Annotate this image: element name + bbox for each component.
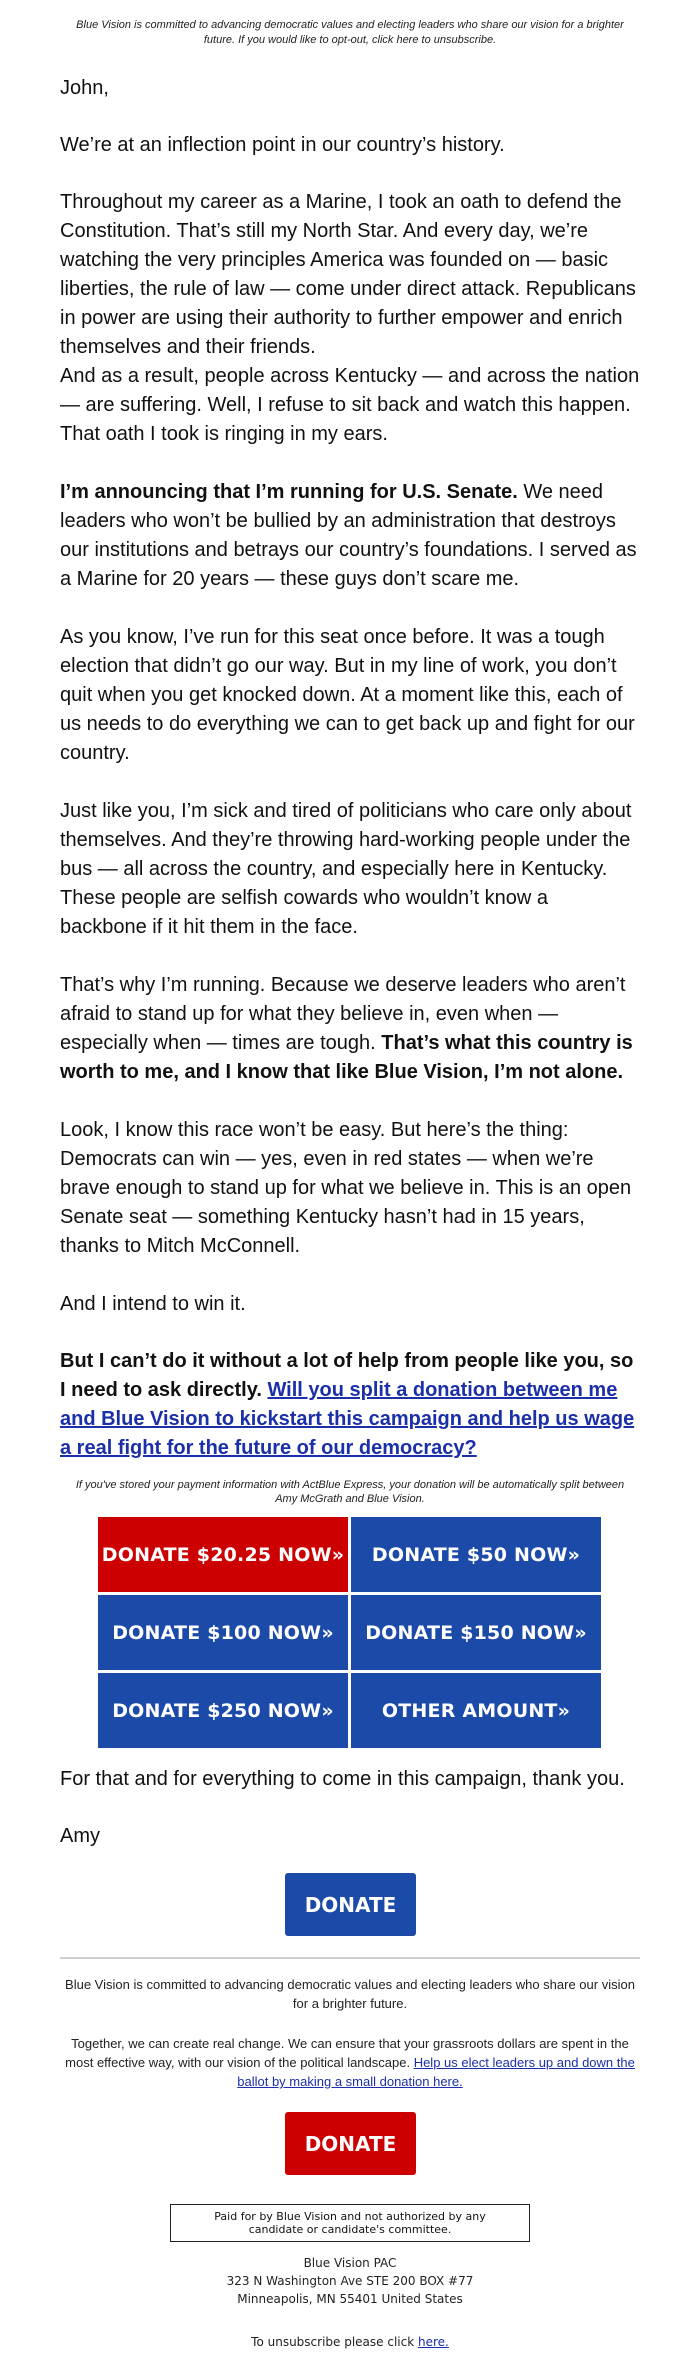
donate-250-button[interactable]: DONATE $250 NOW» <box>98 1673 348 1748</box>
footer-divider <box>60 1957 640 1959</box>
ask-bold: But I can’t do it without a lot of help from people like you, so I need to ask directly. <box>60 1350 634 1401</box>
donate-50-button[interactable]: DONATE $50 NOW» <box>351 1517 601 1592</box>
donate-button-grid <box>98 1517 604 1748</box>
paragraph-thank-you: For that and for everything to come in this campaign, thank you. <box>60 1768 625 1790</box>
paragraph-ask <box>60 1347 640 1463</box>
paragraph-race: Look, I know this race won’t be easy. But here’s the thing: Democrats can win — yes, even in red states — when we’re brave enough to stand up for what we believe in. This is an open Senate seat — something Kentucky hasn’t had in 15 years, thanks to Mitch McConnell. <box>60 1119 632 1257</box>
why-running-bold: That’s what this country is worth to me, and I know that like Blue Vision, I’m not alone. <box>60 1032 633 1083</box>
paragraph-inflection: We’re at an inflection point in our country’s history. <box>60 134 505 156</box>
paragraph-announcement <box>60 478 640 594</box>
unsubscribe <box>100 2333 600 2351</box>
paragraph-ran-before: As you know, I’ve run for this seat once before. It was a tough election that didn’t go our way. But in my line of work, you don’t quit when you get knocked down. At a moment like this, each of us needs to do everything we can to get back up and fight for our country. <box>60 626 635 764</box>
donate-other-amount-button[interactable]: OTHER AMOUNT» <box>351 1673 601 1748</box>
donate-100-button[interactable]: DONATE $100 NOW» <box>98 1595 348 1670</box>
paragraph-oath: Throughout my career as a Marine, I took an oath to defend the Constitution. That’s still my North Star. And every day, we’re watching the very principles America was founded on — basic liberties, the rule of law — come under direct attack. Republicans in power are using their authority to further empower and enrich themselves and their friends. <box>60 191 636 358</box>
paragraph-intend-win: And I intend to win it. <box>60 1293 246 1315</box>
address-line-2: Minneapolis, MN 55401 United States <box>237 2292 463 2306</box>
signature: Amy <box>60 1825 100 1847</box>
actblue-note: If you've stored your payment information with ActBlue Express, your donation will be automatically split between Amy McGrath and Blue Vision. <box>75 1479 625 1505</box>
why-running-start: That’s why I’m running. Because we deserve leaders who aren’t afraid to stand up for what they believe in, even when — especially when — times are tough. <box>60 974 626 1054</box>
org-name: Blue Vision PAC <box>303 2256 397 2270</box>
footer-together-text: Together, we can create real change. We can ensure that your grassroots dollars are spent in the most effective way, with our vision of the political landscape. <box>65 2036 629 2070</box>
paid-for-disclaimer: Paid for by Blue Vision and not authorized by any candidate or candidate's committee. <box>170 2204 530 2242</box>
footer-donate-button[interactable]: DONATE <box>285 2112 416 2175</box>
unsubscribe-text: To unsubscribe please click <box>251 2335 418 2349</box>
announcement-bold: I’m announcing that I’m running for U.S. Senate. <box>60 481 518 503</box>
footer-mission: Blue Vision is committed to advancing democratic values and electing leaders who share our vision for a brighter future. <box>65 1977 635 2011</box>
footer-together <box>60 2034 640 2091</box>
donate-20-button[interactable]: DONATE $20.25 NOW» <box>98 1517 348 1592</box>
paragraph-suffering: And as a result, people across Kentucky — and across the nation — are suffering. Well, I refuse to sit back and watch this happen. That oath I took is ringing in my ears. <box>60 365 640 445</box>
paragraph-why-running <box>60 971 640 1087</box>
donate-150-button[interactable]: DONATE $150 NOW» <box>351 1595 601 1670</box>
org-address <box>100 2254 600 2308</box>
donation-ask-link[interactable]: Will you split a donation between me and Blue Vision to kickstart this campaign and help us wage a real fight for the future of our democracy? <box>60 1379 635 1459</box>
address-line-1: 323 N Washington Ave STE 200 BOX #77 <box>226 2274 474 2288</box>
paragraph-sick-tired: Just like you, I’m sick and tired of politicians who care only about themselves. And they’re throwing hard-working people under the bus — all across the country, and especially here in Kentucky. These people are selfish cowards who wouldn’t know a backbone if it hit them in the face. <box>60 800 632 938</box>
footer-donate-link[interactable]: Help us elect leaders up and down the ballot by making a small donation here. <box>237 2055 635 2089</box>
greeting: John, <box>60 77 109 99</box>
donate-button[interactable]: DONATE <box>285 1873 416 1936</box>
announcement-rest: We need leaders who won’t be bullied by an administration that destroys our institutions and betrays our country’s foundations. I served as a Marine for 20 years — these guys don’t scare me. <box>60 481 637 590</box>
unsubscribe-link[interactable]: here. <box>417 2335 449 2349</box>
preheader-text[interactable]: Blue Vision is committed to advancing democratic values and electing leaders who share our vision for a brighter future. If you would like to opt-out, click here to unsubscribe. <box>76 19 624 46</box>
